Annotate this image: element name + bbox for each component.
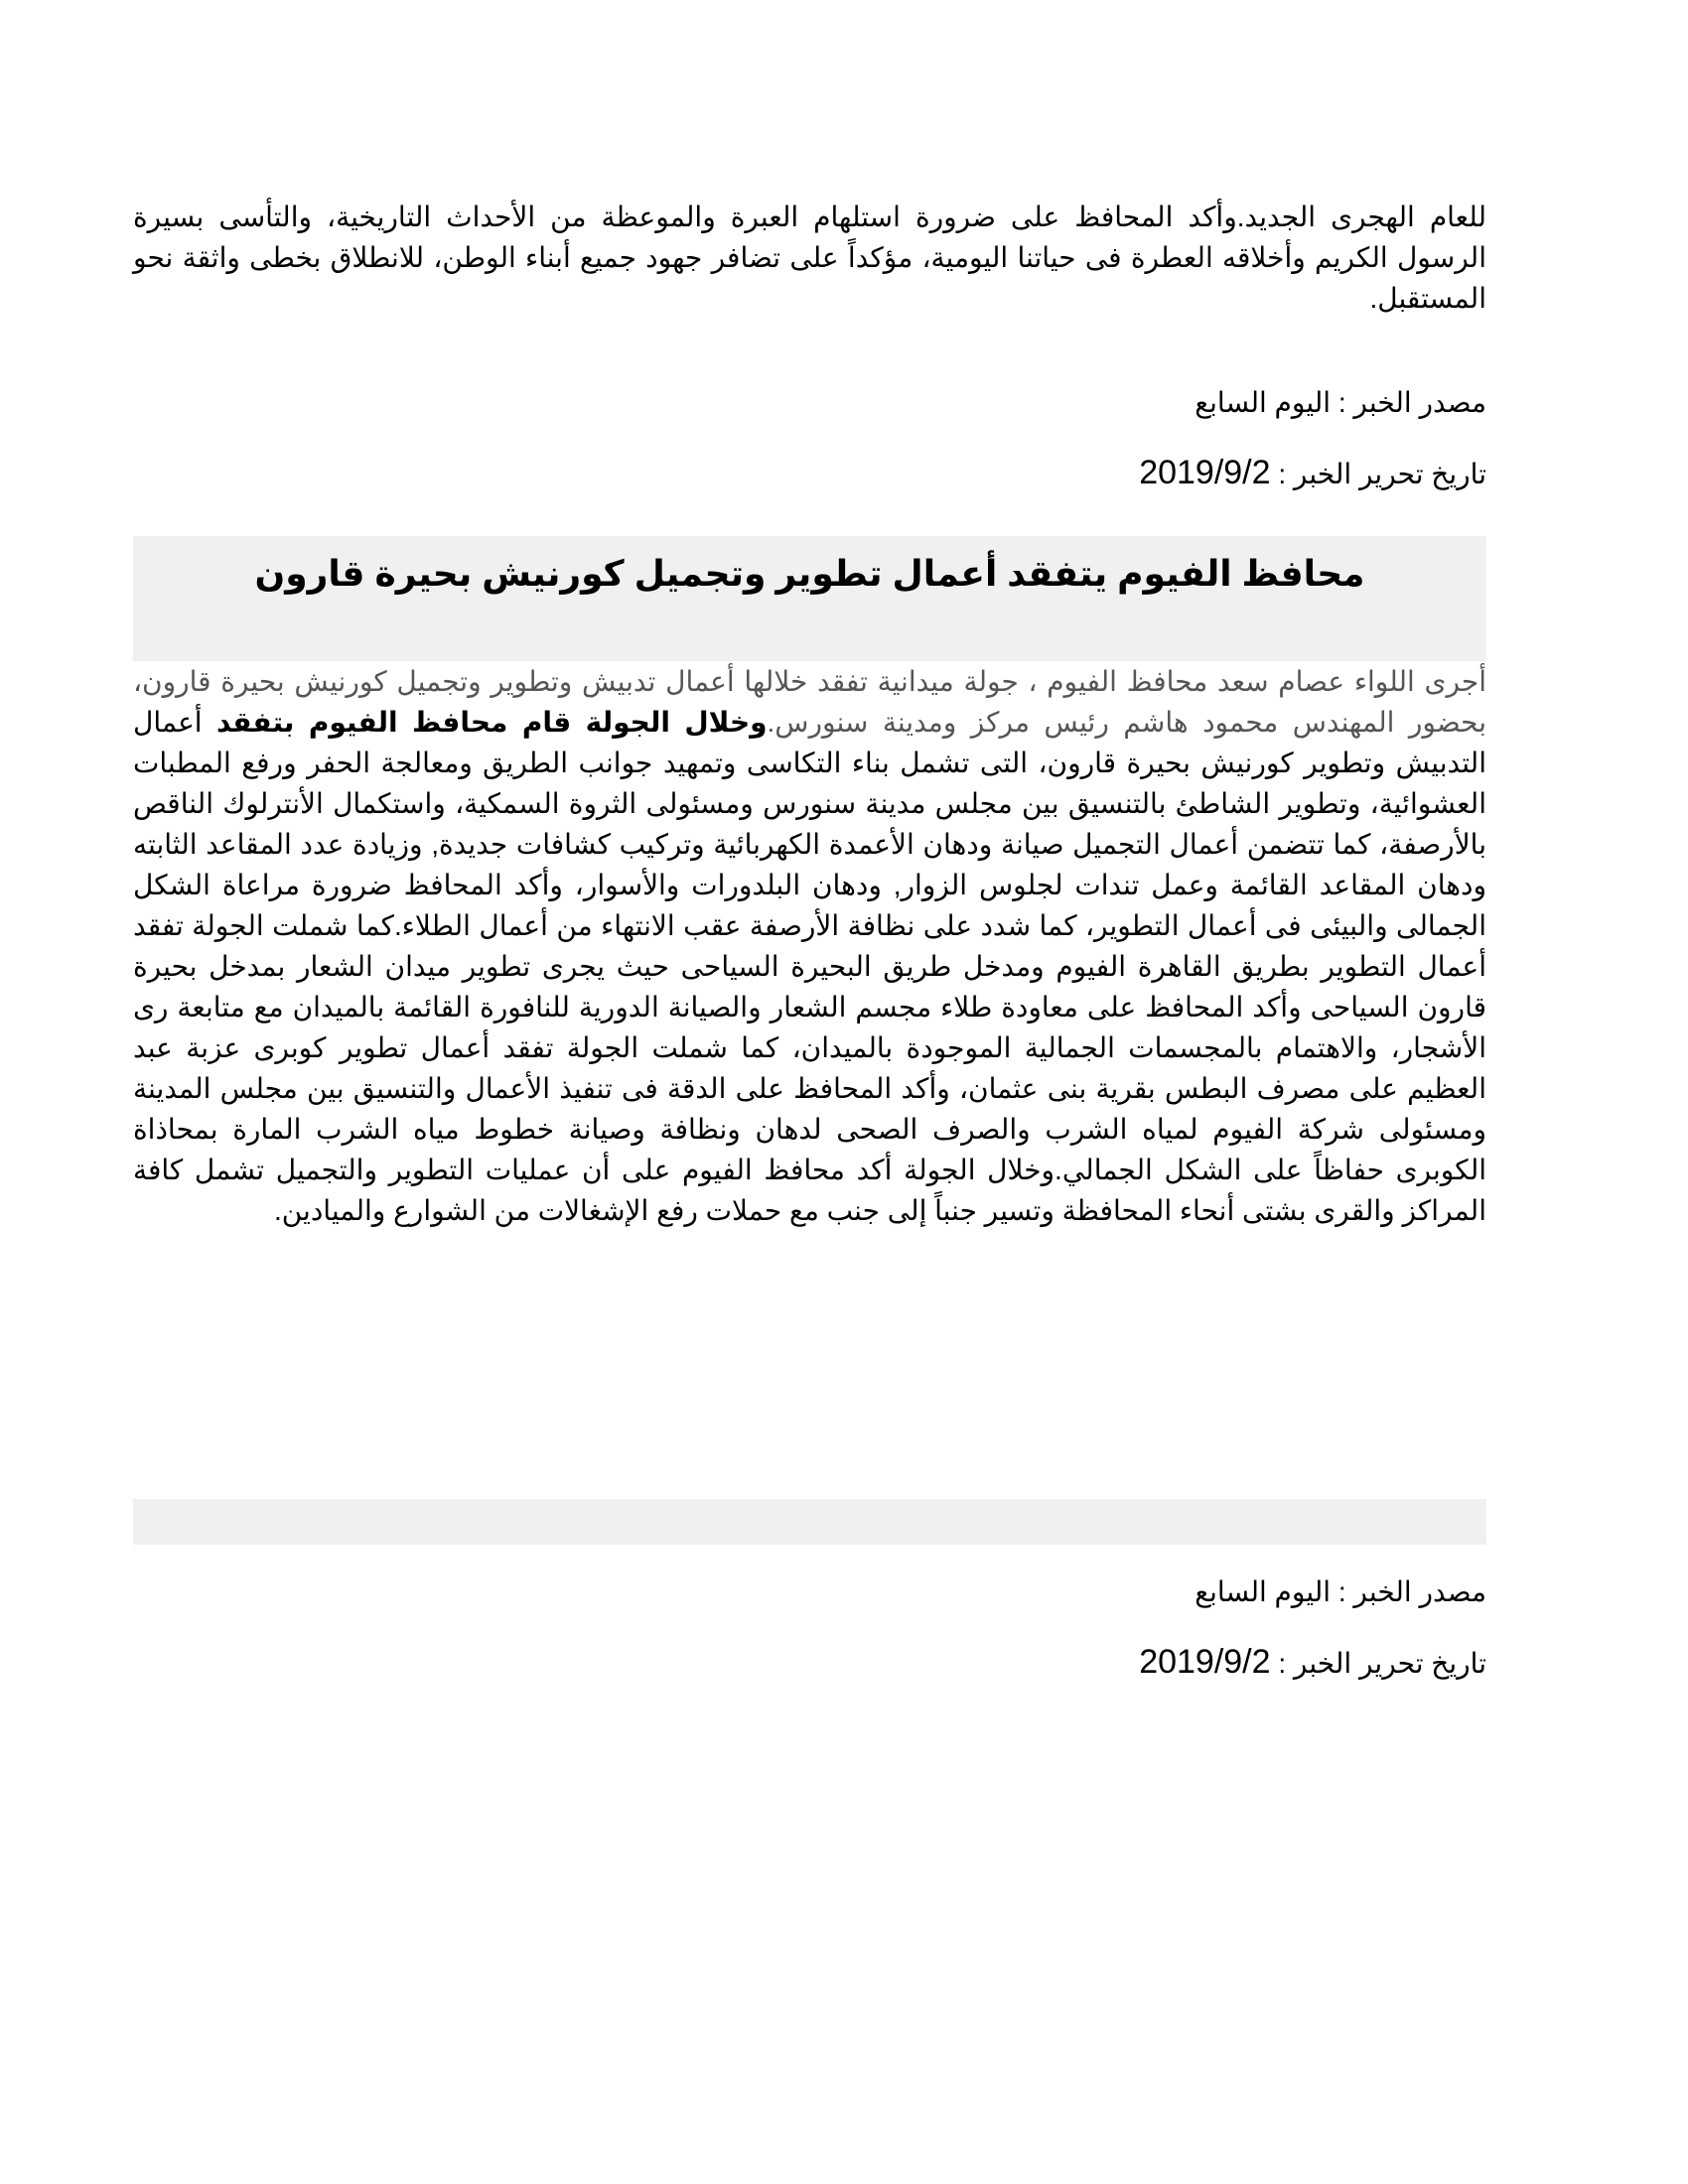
- article-title: محافظ الفيوم يتفقد أعمال تطوير وتجميل كورنيش بحيرة قارون: [254, 553, 1365, 594]
- edit-date-label-bottom: تاريخ تحرير الخبر :: [1270, 1648, 1486, 1679]
- edit-date-value: 2019/9/2: [1139, 454, 1271, 491]
- separator-band: [133, 1499, 1486, 1545]
- edit-date-bottom: [133, 1644, 1486, 1682]
- edit-date-value-bottom: 2019/9/2: [1139, 1643, 1271, 1681]
- news-source-top: مصدر الخبر : اليوم السابع: [1195, 387, 1486, 418]
- article-title-box: [133, 536, 1486, 661]
- article-bold-phrase: وخلال الجولة قام محافظ الفيوم بتفقد: [215, 707, 768, 738]
- edit-date-top: [133, 455, 1486, 492]
- edit-date-label: تاريخ تحرير الخبر :: [1270, 459, 1486, 489]
- article-body: [133, 661, 1486, 1231]
- news-source-bottom: مصدر الخبر : اليوم السابع: [1195, 1576, 1486, 1607]
- intro-paragraph: للعام الهجرى الجديد.وأكد المحافظ على ضرورة استلهام العبرة والموعظة من الأحداث التاريخية، والتأسى بسيرة الرسول الكريم وأخلاقه العطرة فى حياتنا اليومية، مؤكداً على تضافر جهود جميع أبناء الوطن، للانطلاق بخطى واثقة نحو المستقبل.: [133, 202, 1486, 314]
- article-lead: أجرى اللواء عصام سعد محافظ الفيوم ، جولة ميدانية تفقد خلالها أعمال تدبيش وتطوير وتجميل كورنيش بحيرة قارون، بحضور المهندس محمود هاشم رئيس مركز ومدينة سنورس.: [133, 666, 1487, 738]
- article-body-text: أعمال التدبيش وتطوير كورنيش بحيرة قارون، التى تشمل بناء التكاسى وتمهيد جوانب الطريق ومعالجة الحفر ورفع المطبات العشوائية، وتطوير الشاطئ بالتنسيق بين مجلس مدينة سنورس ومسئولى الثروة السمكية، واستكمال الأنترلوك الناقص بالأرصفة، كما تتضمن أعمال التجميل صيانة ودهان الأعمدة الكهربائية وتركيب كشافات جديدة, وزيادة عدد المقاعد الثابته ودهان المقاعد القائمة وعمل تندات لجلوس الزوار, ودهان البلدورات والأسوار، وأكد المحافظ ضرورة مراعاة الشكل الجمالى والبيئى فى أعمال التطوير، كما شدد على نظافة الأرصفة عقب الانتهاء من أعمال الطلاء.كما شملت الجولة تفقد أعمال التطوير بطريق القاهرة الفيوم ومدخل طريق البحيرة السياحى حيث يجرى تطوير ميدان الشعار بمدخل بحيرة قارون السياحى وأكد المحافظ على معاودة طلاء مجسم الشعار والصيانة الدورية للنافورة القائمة بالميدان مع متابعة رى الأشجار، والاهتمام بالمجسمات الجمالية الموجودة بالميدان، كما شملت الجولة تفقد أعمال تطوير كوبرى عزبة عبد العظيم على مصرف البطس بقرية بنى عثمان، وأكد المحافظ على الدقة فى تنفيذ الأعمال والتنسيق بين مجلس المدينة ومسئولى شركة الفيوم لمياه الشرب والصرف الصحى لدهان ونظافة وصيانة خطوط مياه الشرب المارة بمحاذاة الكوبرى حفاظاً على الشكل الجمالي.وخلال الجولة أكد محافظ الفيوم على أن عمليات التطوير والتجميل تشمل كافة المراكز والقرى بشتى أنحاء المحافظة وتسير جنباً إلى جنب مع حملات رفع الإشغالات من الشوارع والميادين.: [133, 707, 1486, 1226]
